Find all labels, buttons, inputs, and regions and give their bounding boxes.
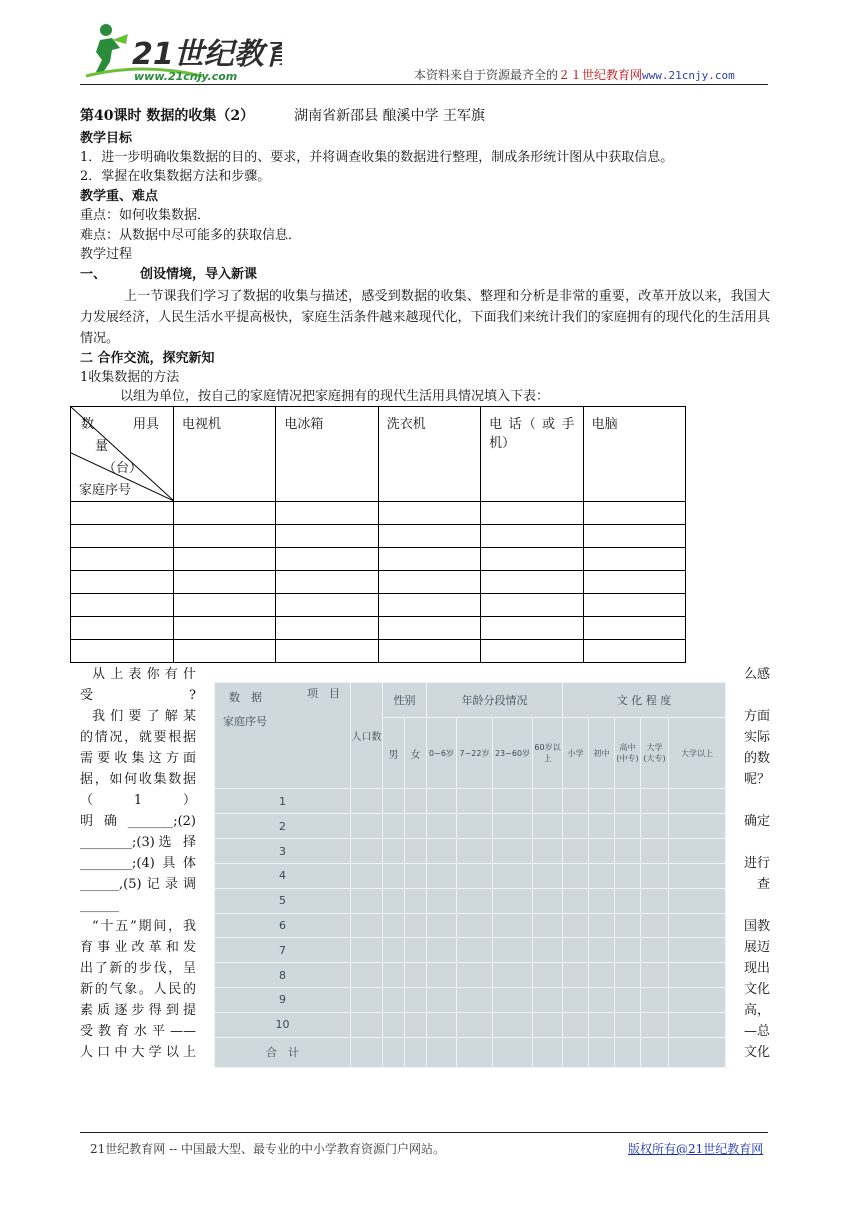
goal-item-2: 2．掌握在收集数据方法和步骤。 (80, 169, 271, 184)
scan-col-edu-0: 小学 (563, 718, 589, 789)
col-header-computer: 电脑 (583, 407, 685, 502)
left-text-line: ________;(4)具体 (80, 856, 196, 871)
table-row (71, 502, 686, 525)
right-text-line: 展迈 (743, 940, 770, 955)
right-text-line: —总 (743, 1024, 770, 1039)
lesson-title-main: 第40课时 数据的收集（2） (80, 108, 255, 124)
left-text-line: 育事业改革和发 (80, 940, 196, 955)
header-note-brand: ２１世纪教育网 (558, 68, 643, 82)
table-row (71, 594, 686, 617)
scan-label-family: 家庭序号 (223, 715, 267, 728)
scan-row-label: 5 (215, 888, 351, 913)
scan-row-label: 9 (215, 988, 351, 1013)
scan-table-row (215, 863, 726, 888)
table-row (71, 571, 686, 594)
lesson-title (80, 108, 485, 125)
header-note (414, 66, 735, 83)
left-text-line: 的情况，就要根据 (80, 730, 196, 745)
left-text-line: 需要收集这方面 (80, 751, 196, 766)
right-text-line: 查 (756, 877, 770, 892)
svg-text:21世纪教育: 21世纪教育 (132, 37, 282, 72)
diag-label-unit: （台） (103, 461, 143, 476)
right-text-line: 的数 (743, 751, 770, 766)
left-text-line: 人口中大学以上 (80, 1045, 196, 1060)
diagonal-header-cell (71, 407, 174, 502)
col-header-phone: 电 话（ 或 手 机） (481, 407, 583, 502)
runner-logo-icon (82, 18, 282, 84)
key-points-heading: 教学重、难点 (80, 189, 159, 204)
col-header-fridge: 电冰箱 (276, 407, 378, 502)
scan-row-label: 合 计 (215, 1037, 351, 1067)
scan-col-edu: 文 化 程 度 (563, 683, 726, 718)
scan-table-row (215, 1012, 726, 1037)
scan-row-label: 10 (215, 1012, 351, 1037)
scan-label-item: 项 目 (307, 687, 340, 700)
scan-col-age-1: 7~22岁 (457, 718, 493, 789)
diag-label-quantity-2: 量 (95, 439, 109, 454)
scan-row-label: 6 (215, 913, 351, 938)
scan-row-label: 8 (215, 963, 351, 988)
left-text-line: 明 确 _______;(2) (80, 814, 196, 829)
left-text-line: ______ (80, 898, 119, 913)
left-text-line: ______,(5)记录调 (80, 877, 196, 892)
scan-col-edu-2: 高中(中专) (615, 718, 641, 789)
diag-label-quantity-1: 数 (81, 417, 95, 432)
key-point: 重点：如何收集数据． (80, 208, 211, 223)
scan-col-edu-4: 大学以上 (669, 718, 726, 789)
right-text-line: 么感 (743, 667, 770, 682)
section-1-text: 上一节课我们学习了数据的收集与描述，感受到数据的收集、整理和分析是非常的重要，改革开放以来，我国大力发展经济，人民生活水平提高极快，家庭生活条件越来越现代化，下面我们来统计我们的家庭拥有的现代化的生活用具情况。 (80, 289, 770, 346)
right-text-line: 国教 (743, 919, 770, 934)
left-text-line: 受教育水平—— (80, 1024, 196, 1039)
right-text-line: 现出 (743, 961, 770, 976)
footer-text: 21世纪教育网 -- 中国最大型、最专业的中小学教育资源门户网站。 (90, 1142, 446, 1156)
header-note-url[interactable]: www.21cnjy.com (642, 69, 735, 82)
left-text-line: “十五”期间，我 (92, 919, 196, 934)
scan-col-female: 女 (405, 718, 427, 789)
process-heading: 教学过程 (80, 247, 133, 262)
scan-table-row (215, 789, 726, 814)
scan-table-row (215, 988, 726, 1013)
scan-row-label: 2 (215, 814, 351, 839)
svg-text:www.21cnjy.com: www.21cnjy.com (134, 70, 238, 83)
table-row (71, 640, 686, 663)
scan-col-age: 年龄分段情况 (427, 683, 563, 718)
scan-col-edu-3: 大学(大专) (641, 718, 669, 789)
right-text-line: 文化 (743, 1045, 770, 1060)
col-header-tv: 电视机 (174, 407, 276, 502)
scan-col-edu-1: 初中 (589, 718, 615, 789)
difficult-point: 难点：从数据中尽可能多的获取信息． (80, 228, 302, 243)
scan-table-row (215, 913, 726, 938)
right-text-line: 实际 (743, 730, 770, 745)
table-row (71, 525, 686, 548)
left-text-line: 出了新的步伐，呈 (80, 961, 196, 976)
scan-col-gender: 性别 (383, 683, 427, 718)
section-1-title: 创设情境，导入新课 (140, 267, 258, 282)
lesson-author: 湖南省新邵县 酿溪中学 王军旗 (294, 108, 486, 124)
scan-col-people: 人口数 (351, 683, 383, 789)
goals-heading: 教学目标 (80, 131, 133, 146)
section-2-heading: 二 合作交流，探究新知 (80, 351, 215, 366)
header-note-prefix: 本资料来自于资源最齐全的 (414, 68, 559, 82)
scan-row-label: 1 (215, 789, 351, 814)
left-text-line: 素质逐步得到提 (80, 1003, 196, 1018)
scan-row-label: 7 (215, 938, 351, 963)
right-text-line: 呢？ (743, 772, 770, 787)
scan-row-label: 4 (215, 863, 351, 888)
right-text-line: 文化 (743, 982, 770, 997)
left-text-line: 新的气象。人民的 (80, 982, 196, 997)
section-1-heading (80, 266, 257, 283)
right-text-line: 进行 (743, 856, 770, 871)
scan-col-age-0: 0~6岁 (427, 718, 457, 789)
right-text-line: 确定 (743, 814, 770, 829)
scan-col-age-3: 60岁以上 (533, 718, 563, 789)
appliance-table (70, 406, 686, 663)
table-row (71, 548, 686, 571)
diag-label-family: 家庭序号 (79, 483, 132, 498)
scan-table-row (215, 938, 726, 963)
header-divider (80, 84, 768, 85)
scan-col-age-2: 23~60岁 (493, 718, 533, 789)
scan-col-male: 男 (383, 718, 405, 789)
goal-item-1: 1．进一步明确收集数据的目的、要求，并将调查收集的数据进行整理，制成条形统计图从中获取信息。 (80, 150, 674, 165)
scan-row-label: 3 (215, 839, 351, 864)
table-row (71, 617, 686, 640)
right-text-line: 方面 (743, 709, 770, 724)
section-2-sub: 1收集数据的方法 (80, 370, 180, 385)
scan-table-row (215, 839, 726, 864)
section-2-intro: 以组为单位，按自己的家庭情况把家庭拥有的现代生活用具情况填入下表： (120, 389, 550, 404)
diag-label-appliance: 用具 (133, 417, 160, 432)
left-text-line: 据，如何收集数据 (80, 772, 196, 787)
scan-table-row (215, 888, 726, 913)
footer-divider (80, 1132, 768, 1133)
scanned-survey-table (214, 682, 726, 1068)
left-text-line: ________;(3)选 择 (80, 835, 196, 850)
scan-table-row (215, 814, 726, 839)
right-text-line: 高， (743, 1003, 770, 1018)
col-header-washer: 洗衣机 (378, 407, 480, 502)
scan-diag-header (215, 683, 351, 789)
left-text-line: 我们要了解某 (92, 709, 196, 724)
section-1-number: 一、 (80, 267, 107, 282)
copyright-link[interactable]: 版权所有@21世纪教育网 (628, 1142, 764, 1156)
left-text-line: 受? (80, 688, 196, 703)
scan-table-row (215, 1037, 726, 1067)
left-text-line: （1） (80, 793, 196, 808)
left-text-line: 从上表你有什 (92, 667, 196, 682)
scan-table-row (215, 963, 726, 988)
scan-label-data: 数 据 (229, 691, 262, 704)
site-logo (82, 18, 282, 84)
